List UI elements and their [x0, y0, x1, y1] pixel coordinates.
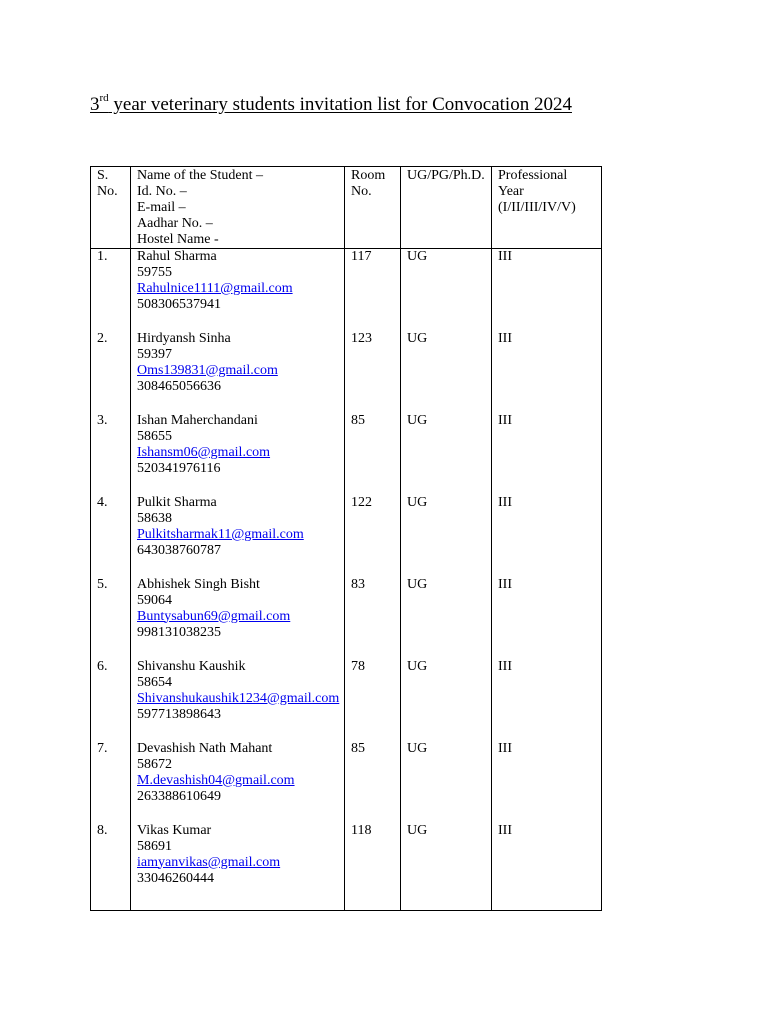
cell-professional-year: III — [492, 413, 602, 495]
cell-student-details — [131, 659, 345, 741]
cell-professional-year: III — [492, 577, 602, 659]
table-row — [91, 495, 602, 577]
cell-serial-number: 2. — [91, 331, 131, 413]
student-aadhar: 998131038235 — [137, 624, 221, 640]
title-ordinal-suffix: rd — [99, 91, 109, 104]
cell-room-number: 78 — [345, 659, 401, 741]
student-name: Vikas Kumar — [137, 822, 212, 838]
header-student-details: Name of the Student – Id. No. – E-mail – Aadhar No. – Hostel Name - — [131, 167, 345, 249]
cell-room-number: 122 — [345, 495, 401, 577]
student-id: 59755 — [137, 265, 172, 280]
student-email-link[interactable]: Rahulnice1111@gmail.com — [137, 281, 293, 296]
cell-student-details — [131, 331, 345, 413]
student-aadhar: 33046260444 — [137, 870, 214, 886]
student-id: 58691 — [137, 838, 172, 854]
cell-room-number: 83 — [345, 577, 401, 659]
cell-degree-level: UG — [401, 249, 492, 331]
cell-degree-level: UG — [401, 659, 492, 741]
student-id: 59064 — [137, 592, 172, 608]
cell-degree-level: UG — [401, 741, 492, 823]
cell-degree-level: UG — [401, 495, 492, 577]
cell-serial-number: 6. — [91, 659, 131, 741]
table-row — [91, 577, 602, 659]
header-room-number: Room No. — [345, 167, 401, 249]
cell-professional-year: III — [492, 823, 602, 911]
table-header-row — [91, 167, 602, 249]
cell-room-number: 85 — [345, 413, 401, 495]
cell-room-number: 123 — [345, 331, 401, 413]
student-email-link[interactable]: Shivanshukaushik1234@gmail.com — [137, 690, 340, 706]
student-name: Pulkit Sharma — [137, 494, 217, 510]
invitation-table — [90, 166, 602, 911]
cell-degree-level: UG — [401, 331, 492, 413]
cell-student-details — [131, 413, 345, 495]
student-aadhar: 597713898643 — [137, 706, 221, 722]
cell-student-details — [131, 249, 345, 331]
student-email-link[interactable]: Ishansm06@gmail.com — [137, 444, 271, 460]
title-ordinal-number: 3 — [90, 94, 100, 115]
cell-student-details — [131, 823, 345, 911]
cell-room-number: 85 — [345, 741, 401, 823]
header-serial-number: S. No. — [91, 167, 131, 249]
student-aadhar: 643038760787 — [137, 542, 221, 558]
student-email-link[interactable]: M.devashish04@gmail.com — [137, 772, 295, 788]
cell-student-details — [131, 741, 345, 823]
student-id: 58638 — [137, 510, 172, 526]
cell-professional-year: III — [492, 495, 602, 577]
cell-student-details — [131, 577, 345, 659]
cell-serial-number: 5. — [91, 577, 131, 659]
student-email-link[interactable]: Pulkitsharmak11@gmail.com — [137, 526, 304, 542]
table-row — [91, 659, 602, 741]
cell-degree-level: UG — [401, 577, 492, 659]
table-row — [91, 741, 602, 823]
cell-professional-year: III — [492, 741, 602, 823]
student-name: Abhishek Singh Bisht — [137, 576, 260, 592]
cell-professional-year: III — [492, 659, 602, 741]
header-professional-year: Professional Year (I/II/III/IV/V) — [492, 167, 602, 249]
table-row — [91, 249, 602, 331]
page-title — [90, 93, 572, 117]
student-aadhar: 308465056636 — [137, 378, 221, 394]
student-id: 59397 — [137, 346, 172, 362]
student-aadhar: 520341976116 — [137, 460, 221, 476]
student-name: Devashish Nath Mahant — [137, 740, 273, 756]
header-degree-level: UG/PG/Ph.D. — [401, 167, 492, 249]
cell-degree-level: UG — [401, 413, 492, 495]
student-name: Rahul Sharma — [137, 249, 217, 264]
cell-serial-number: 4. — [91, 495, 131, 577]
title-text: year veterinary students invitation list for Convocation 2024 — [108, 94, 572, 115]
cell-room-number: 118 — [345, 823, 401, 911]
table-row — [91, 823, 602, 911]
cell-professional-year: III — [492, 249, 602, 331]
student-id: 58654 — [137, 674, 172, 690]
cell-serial-number: 7. — [91, 741, 131, 823]
table-row — [91, 413, 602, 495]
cell-professional-year: III — [492, 331, 602, 413]
student-email-link[interactable]: iamyanvikas@gmail.com — [137, 854, 281, 870]
table-row — [91, 331, 602, 413]
student-id: 58672 — [137, 756, 172, 772]
cell-degree-level: UG — [401, 823, 492, 911]
cell-serial-number: 1. — [91, 249, 131, 331]
student-name: Shivanshu Kaushik — [137, 658, 246, 674]
student-aadhar: 508306537941 — [137, 297, 221, 312]
student-email-link[interactable]: Oms139831@gmail.com — [137, 362, 278, 378]
cell-room-number: 117 — [345, 249, 401, 331]
cell-serial-number: 8. — [91, 823, 131, 911]
cell-student-details — [131, 495, 345, 577]
student-name: Ishan Maherchandani — [137, 412, 258, 428]
student-email-link[interactable]: Buntysabun69@gmail.com — [137, 608, 291, 624]
student-name: Hirdyansh Sinha — [137, 330, 231, 346]
student-id: 58655 — [137, 428, 172, 444]
student-aadhar: 263388610649 — [137, 788, 221, 804]
cell-serial-number: 3. — [91, 413, 131, 495]
